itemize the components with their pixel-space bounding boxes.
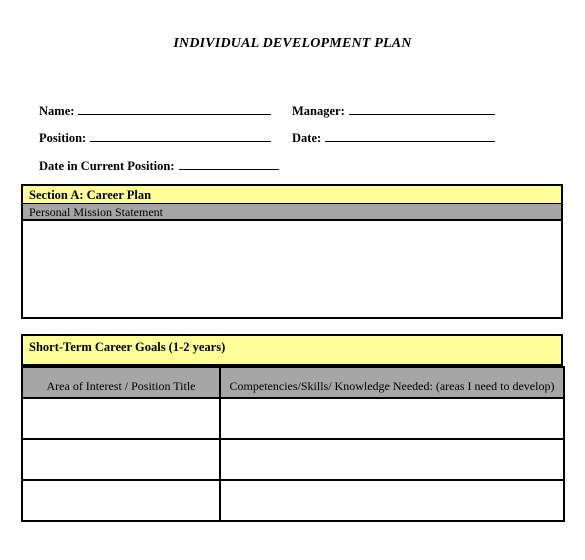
manager-input-line[interactable] xyxy=(349,103,495,115)
date-in-position-input-line[interactable] xyxy=(179,158,279,170)
table-cell[interactable] xyxy=(220,439,564,480)
document-title: INDIVIDUAL DEVELOPMENT PLAN xyxy=(173,36,412,51)
date-in-position-field[interactable] xyxy=(39,158,279,174)
position-input-line[interactable] xyxy=(90,130,271,142)
short-term-goals-heading: Short-Term Career Goals (1-2 years) xyxy=(21,334,563,366)
table-cell[interactable] xyxy=(22,398,220,439)
name-input-line[interactable] xyxy=(78,103,271,115)
name-label: Name: xyxy=(39,104,75,118)
name-field[interactable] xyxy=(39,103,271,119)
mission-statement-area[interactable] xyxy=(21,221,563,319)
date-field[interactable] xyxy=(292,130,495,146)
table-row xyxy=(22,480,564,521)
table-cell[interactable] xyxy=(22,480,220,521)
position-label: Position: xyxy=(39,131,87,145)
section-a-heading: Section A: Career Plan xyxy=(21,184,563,204)
table-row xyxy=(22,398,564,439)
manager-label: Manager: xyxy=(292,104,345,118)
short-term-goals-table xyxy=(21,366,565,522)
column-header-competencies: Competencies/Skills/ Knowledge Needed: (areas I need to develop) xyxy=(220,367,564,398)
mission-statement-subheading: Personal Mission Statement xyxy=(21,204,563,221)
date-label: Date: xyxy=(292,131,322,145)
table-cell[interactable] xyxy=(22,439,220,480)
manager-field[interactable] xyxy=(292,103,495,119)
date-input-line[interactable] xyxy=(325,130,495,142)
position-field[interactable] xyxy=(39,130,271,146)
table-row xyxy=(22,439,564,480)
table-cell[interactable] xyxy=(220,398,564,439)
column-header-area-of-interest: Area of Interest / Position Title xyxy=(22,367,220,398)
date-in-position-label: Date in Current Position: xyxy=(39,159,175,173)
table-cell[interactable] xyxy=(220,480,564,521)
